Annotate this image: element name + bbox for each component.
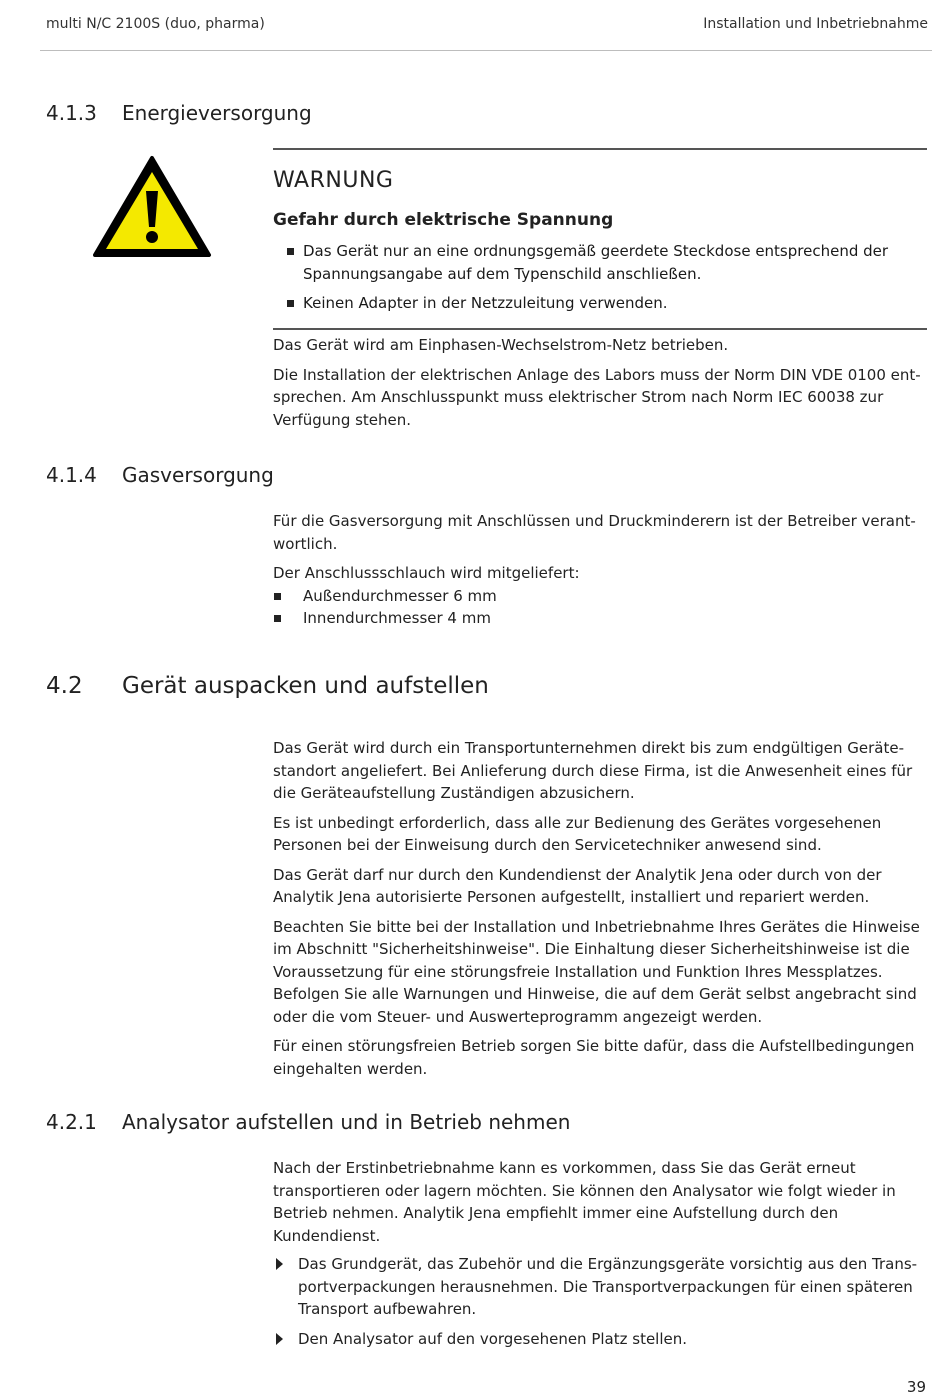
section-number: 4.1.4 — [46, 463, 97, 487]
section-heading-4-2 — [46, 673, 489, 699]
list-item: Den Analysator auf den vorgesehenen Platz stellen. — [273, 1328, 925, 1351]
paragraph: Es ist unbedingt erforderlich, dass alle zur Bedienung des Gerätes vorgesehenen Personen bei der Einweisung durch den Servicetechniker anwesend sind. — [273, 813, 882, 854]
paragraph: Das Gerät darf nur durch den Kundendienst der Analytik Jena oder durch von der Analytik Jena autorisierte Personen aufgestellt, installiert und repariert werden. — [273, 865, 882, 906]
paragraph: Für einen störungsfreien Betrieb sorgen Sie bitte dafür, dass die Aufstellbedingungen eingehalten werden. — [273, 1037, 915, 1078]
section-body-4-1-3 — [273, 334, 925, 438]
paragraph: Der Anschlussschlauch wird mitgeliefert: — [273, 564, 580, 582]
header-divider — [40, 50, 932, 51]
section-body-4-1-4 — [273, 510, 925, 630]
section-title: Gerät auspacken und aufstellen — [122, 673, 489, 699]
step-arrow-icon — [276, 1333, 283, 1345]
bullet-square-icon — [274, 615, 281, 622]
running-header-right: Installation und Inbetriebnahme — [703, 16, 928, 32]
section-body-4-2-1 — [273, 1157, 925, 1357]
warning-subtitle: Gefahr durch elektrische Spannung — [273, 210, 614, 230]
step-arrow-icon — [276, 1258, 283, 1270]
page-number: 39 — [906, 1378, 926, 1396]
paragraph: Das Gerät wird am Einphasen-Wechselstrom-Netz betrieben. — [273, 336, 729, 354]
section-heading-4-2-1 — [46, 1110, 570, 1134]
list-item: Das Grundgerät, das Zubehör und die Ergänzungsgeräte vorsichtig aus den Transportverpackungen herausnehmen. Die Transportverpackungen für einen späteren Transport aufbewahren. — [273, 1253, 925, 1321]
bullet-square-icon — [274, 593, 281, 600]
section-heading-4-1-3 — [46, 101, 312, 125]
paragraph: Beachten Sie bitte bei der Installation und Inbetriebnahme Ihres Gerätes die Hinweise im Abschnitt "Sicherheitshinweise". Die Einhaltung dieser Sicherheitshinweise ist die Voraussetzung für eine störungsfreie Installation und Funktion Ihres Messplatzes. Befolgen Sie alle Warnungen und Hinweise, die auf dem Gerät selbst angebracht sind oder die vom Steuer- und Auswerteprogramm angezeigt werden. — [273, 917, 920, 1026]
paragraph: Das Gerät wird durch ein Transportunternehmen direkt bis zum endgültigen Gerätestandort angeliefert. Bei Anlieferung durch diese Firma, ist die Anwesenheit eines für die Geräteaufstellung Zuständigen abzusichern. — [273, 739, 913, 802]
step-list — [273, 1253, 925, 1350]
warning-list — [273, 240, 923, 322]
section-title: Gasversorgung — [122, 463, 274, 487]
section-body-4-2 — [273, 737, 925, 1087]
list-item: Das Gerät nur an eine ordnungsgemäß geerdete Steckdose entsprechend der Spannungsangabe auf dem Typenschild anschließen. — [273, 240, 923, 285]
hose-spec-list — [273, 585, 925, 630]
list-item: Keinen Adapter in der Netzzuleitung verwenden. — [273, 292, 923, 315]
warning-box — [273, 148, 927, 330]
paragraph: Die Installation der elektrischen Anlage des Labors muss der Norm DIN VDE 0100 entsprechen. Am Anschlusspunkt muss elektrischer Strom nach Norm IEC 60038 zur Verfügung stehen. — [273, 365, 921, 429]
list-item: Innendurchmesser 4 mm — [273, 607, 925, 630]
bullet-square-icon — [287, 248, 294, 255]
section-title: Energieversorgung — [122, 101, 312, 125]
section-number: 4.1.3 — [46, 101, 97, 125]
section-title: Analysator aufstellen und in Betrieb nehmen — [122, 1110, 571, 1134]
paragraph: Für die Gasversorgung mit Anschlüssen und Druckminderern ist der Betreiber verantwortlich. — [273, 512, 916, 553]
bullet-square-icon — [287, 300, 294, 307]
section-number: 4.2 — [46, 673, 83, 699]
section-heading-4-1-4 — [46, 463, 274, 487]
warning-triangle-icon — [92, 155, 212, 259]
list-item: Außendurchmesser 6 mm — [273, 585, 925, 608]
section-number: 4.2.1 — [46, 1110, 97, 1134]
paragraph: Nach der Erstinbetriebnahme kann es vorkommen, dass Sie das Gerät erneut transportieren oder lagern möchten. Sie können den Analysator wie folgt wieder in Betrieb nehmen. Analytik Jena empfiehlt immer eine Aufstellung durch den Kundendienst. — [273, 1159, 896, 1245]
running-header-left: multi N/C 2100S (duo, pharma) — [46, 16, 265, 32]
warning-title: WARNUNG — [273, 168, 394, 193]
